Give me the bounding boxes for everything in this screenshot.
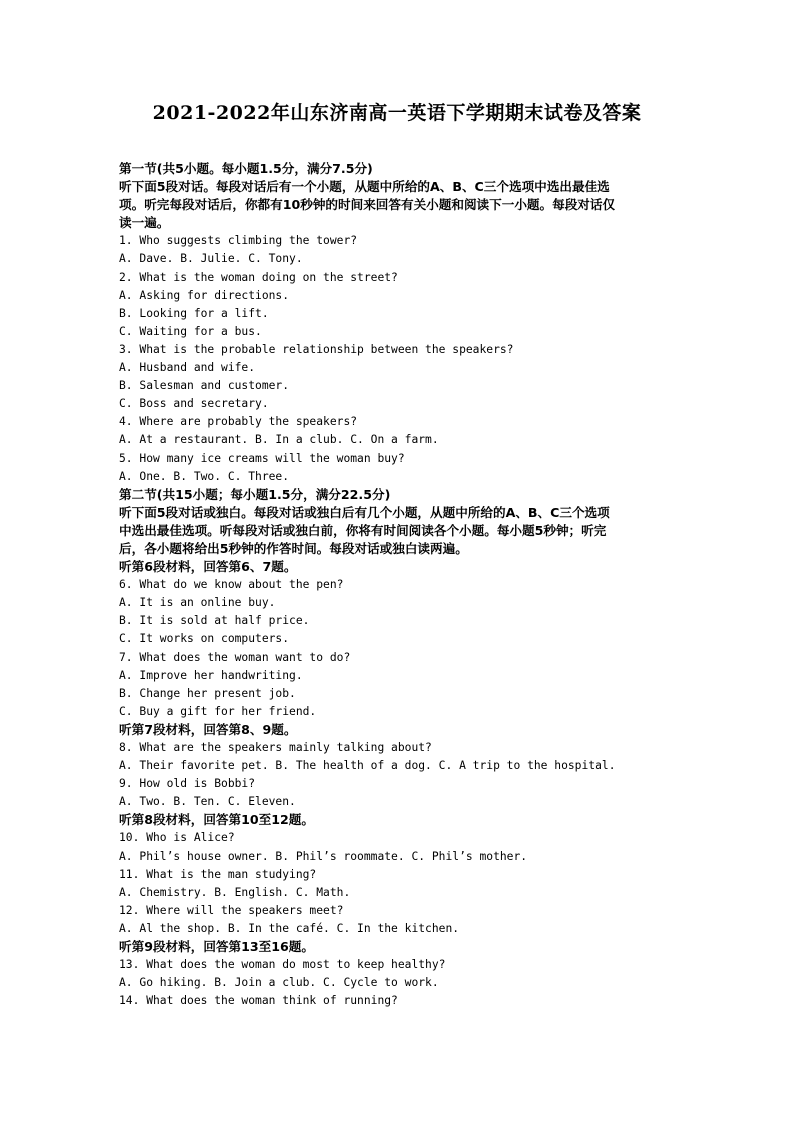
question-text-line: 4. Where are probably the speakers?: [119, 415, 358, 429]
question-text-line: 3. What is the probable relationship between the speakers?: [119, 342, 514, 356]
question-text-line: A. Asking for directions.: [119, 288, 290, 302]
question-text-line: 13. What does the woman do most to keep healthy?: [119, 958, 446, 972]
section-text-line: 听下面5段对话。每段对话后有一个小题，从题中所给的A、B、C三个选项中选出最佳选: [119, 179, 610, 195]
question-text-line: A. Al the shop. B. In the café. C. In the kitchen.: [119, 921, 460, 935]
question-text-line: 7. What does the woman want to do?: [119, 650, 351, 664]
question-text-line: A. Go hiking. B. Join a club. C. Cycle to work.: [119, 976, 439, 990]
section-text-line: 听第6段材料，回答第6、7题。: [119, 559, 297, 575]
question-text-line: 14. What does the woman think of running?: [119, 994, 398, 1008]
question-text-line: C. Waiting for a bus.: [119, 324, 262, 338]
question-text-line: A. Their favorite pet. B. The health of a dog. C. A trip to the hospital.: [119, 759, 616, 773]
question-text-line: 9. How old is Bobbi?: [119, 777, 256, 791]
section-text-line: 后，各小题将给出5秒钟的作答时间。每段对话或独白读两遍。: [119, 540, 468, 556]
question-text-line: A. Husband and wife.: [119, 361, 256, 375]
question-text-line: 5. How many ice creams will the woman buy?: [119, 451, 405, 465]
page-title: 2021-2022年山东济南高一英语下学期期末试卷及答案: [152, 102, 642, 124]
question-text-line: B. It is sold at half price.: [119, 614, 310, 628]
question-text-line: 1. Who suggests climbing the tower?: [119, 234, 358, 248]
section-text-line: 听第8段材料，回答第10至12题。: [119, 812, 314, 828]
question-text-line: 6. What do we know about the pen?: [119, 578, 344, 592]
section-text-line: 读一遍。: [119, 215, 170, 231]
section-text-line: 中选出最佳选项。听每段对话或独白前，你将有时间阅读各个小题。每小题5秒钟；听完: [119, 522, 607, 538]
question-text-line: C. Boss and secretary.: [119, 397, 269, 411]
section-text-line: 项。听完每段对话后，你都有10秒钟的时间来回答有关小题和阅读下一小题。每段对话仅: [119, 197, 616, 213]
question-text-line: C. It works on computers.: [119, 632, 290, 646]
section-text-line: 第二节(共15小题；每小题1.5分，满分22.5分): [119, 486, 391, 502]
question-text-line: B. Change her present job.: [119, 686, 296, 700]
section-text-line: 第一节(共5小题。每小题1.5分，满分7.5分): [119, 161, 373, 176]
question-text-line: A. One. B. Two. C. Three.: [119, 469, 290, 483]
question-text-line: 8. What are the speakers mainly talking about?: [119, 741, 432, 754]
question-text-line: B. Salesman and customer.: [119, 379, 290, 393]
question-text-line: A. Two. B. Ten. C. Eleven.: [119, 795, 296, 809]
question-text-line: B. Looking for a lift.: [119, 306, 269, 320]
question-text-line: 12. Where will the speakers meet?: [119, 903, 344, 917]
question-text-line: A. Chemistry. B. English. C. Math.: [119, 885, 351, 899]
question-text-line: A. Improve her handwriting.: [119, 668, 303, 682]
question-text-line: C. Buy a gift for her friend.: [119, 704, 317, 718]
section-text-line: 听下面5段对话或独白。每段对话或独白后有几个小题，从题中所给的A、B、C三个选项: [119, 504, 610, 520]
question-text-line: A. At a restaurant. B. In a club. C. On a farm.: [119, 433, 439, 447]
question-text-line: 10. Who is Alice?: [119, 831, 235, 845]
question-text-line: 11. What is the man studying?: [119, 867, 317, 881]
question-text-line: 2. What is the woman doing on the street?: [119, 270, 398, 284]
section-text-line: 听第9段材料，回答第13至16题。: [119, 939, 314, 955]
section-text-line: 听第7段材料，回答第8、9题。: [119, 721, 297, 737]
document-body: [119, 160, 679, 1010]
question-text-line: A. It is an online buy.: [119, 596, 276, 610]
question-text-line: A. Dave. B. Julie. C. Tony.: [119, 252, 303, 266]
question-text-line: A. Phil’s house owner. B. Phil’s roommate. C. Phil’s mother.: [119, 849, 528, 863]
